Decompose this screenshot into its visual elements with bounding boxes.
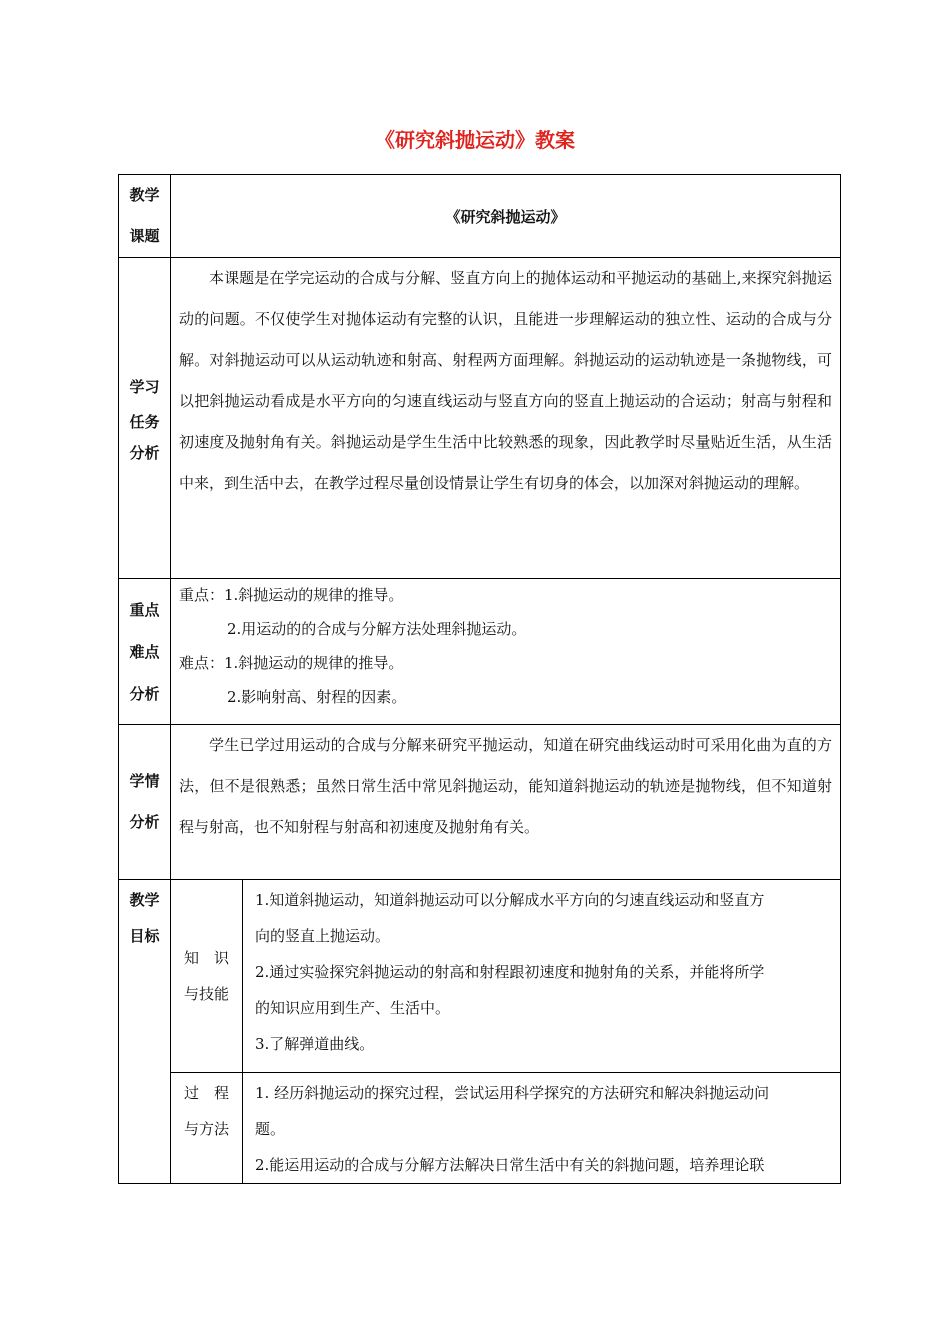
label-task-analysis: 学习 任务 分析 [119, 258, 171, 579]
row-objective-knowledge [119, 880, 841, 1073]
knowledge-content: 1.知道斜抛运动，知道斜抛运动可以分解成水平方向的匀速直线运动和竖直方 向的竖直上抛运动。 2.通过实验探究斜抛运动的射高和射程跟初速度和抛射角的关系，并能将所学 的知识应用到生产、生活中。 3.了解弹道曲线。 [243, 880, 841, 1073]
row-student-analysis [119, 725, 841, 880]
row-key-points [119, 579, 841, 725]
row-topic [119, 175, 841, 258]
label-objectives: 教学 目标 [119, 880, 171, 1184]
lesson-plan-table [118, 174, 841, 1184]
student-analysis-text: 学生已学过用运动的合成与分解来研究平抛运动，知道在研究曲线运动时可采用化曲为直的方法，但不是很熟悉；虽然日常生活中常见斜抛运动，能知道斜抛运动的轨迹是抛物线，但不知道射程与射高，也不知射程与射高和初速度及抛射角有关。 [171, 725, 841, 880]
row-task-analysis [119, 258, 841, 579]
label-knowledge-skills: 知 识 与技能 [171, 880, 243, 1073]
task-analysis-text: 本课题是在学完运动的合成与分解、竖直方向上的抛体运动和平抛运动的基础上,来探究斜抛运动的问题。不仅使学生对抛体运动有完整的认识，且能进一步理解运动的独立性、运动的合成与分解。对斜抛运动可以从运动轨迹和射高、射程两方面理解。斜抛运动的运动轨迹是一条抛物线，可以把斜抛运动看成是水平方向的匀速直线运动与竖直方向的竖直上抛运动的合运动；射高与射程和初速度及抛射角有关。斜抛运动是学生生活中比较熟悉的现象，因此教学时尽量贴近生活，从生活中来，到生活中去，在教学过程尽量创设情景让学生有切身的体会，以加深对斜抛运动的理解。 [171, 258, 841, 579]
key-points-content: 重点：1.斜抛运动的规律的推导。 2.用运动的的合成与分解方法处理斜抛运动。 难点：1.斜抛运动的规律的推导。 2.影响射高、射程的因素。 [171, 579, 841, 725]
label-process-methods: 过 程 与方法 [171, 1073, 243, 1184]
document-title: 《研究斜抛运动》教案 [375, 128, 575, 152]
label-topic: 教学 课题 [119, 175, 171, 258]
label-key-points: 重点 难点 分析 [119, 579, 171, 725]
topic-value: 《研究斜抛运动》 [171, 175, 841, 258]
process-content: 1. 经历斜抛运动的探究过程，尝试运用科学探究的方法研究和解决斜抛运动问 题。 2.能运用运动的合成与分解方法解决日常生活中有关的斜抛问题，培养理论联 [243, 1073, 841, 1184]
row-objective-process [119, 1073, 841, 1184]
label-student-analysis: 学情 分析 [119, 725, 171, 880]
